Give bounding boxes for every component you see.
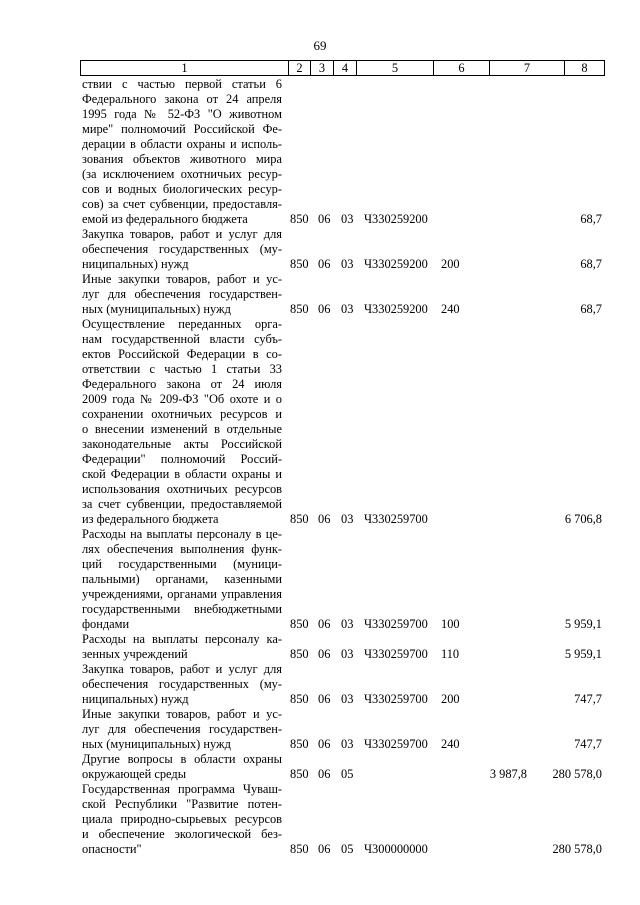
description-line: Иные закупки товаров, работ и ус- xyxy=(82,707,282,721)
table-row xyxy=(0,782,640,857)
cell-c3: 06 xyxy=(318,512,331,526)
cell-c5: Ч330259700 xyxy=(364,737,428,751)
description-line: за счет субвенции, предоставляемой xyxy=(82,497,282,511)
description-line: Расходы на выплаты персоналу ка- xyxy=(82,632,282,646)
cell-c6: 200 xyxy=(441,692,460,706)
description-line: окружающей среды xyxy=(82,767,187,781)
cell-c6: 110 xyxy=(441,647,460,661)
description-line: нам государственной власти субъ- xyxy=(82,332,282,346)
cell-c5: Ч300000000 xyxy=(364,842,428,856)
description-line: Закупка товаров, работ и услуг для xyxy=(82,662,282,676)
cell-c3: 06 xyxy=(318,212,331,226)
cell-c5: Ч330259700 xyxy=(364,647,428,661)
cell-c4: 03 xyxy=(341,512,354,526)
table-row xyxy=(0,752,640,782)
cell-c8: 68,7 xyxy=(580,302,602,316)
description-line: сов и водных биологических ресур- xyxy=(82,182,282,196)
description-line: обеспечения государственных (му- xyxy=(82,677,282,691)
header-col-5: 5 xyxy=(356,61,433,75)
row-description xyxy=(82,227,282,272)
description-line: Закупка товаров, работ и услуг для xyxy=(82,227,282,241)
description-line: Федерального закона от 24 апреля xyxy=(82,92,282,106)
cell-c6: 200 xyxy=(441,257,460,271)
description-line: Федерации" полномочий Россий- xyxy=(82,452,282,466)
table-row xyxy=(0,227,640,272)
table-row xyxy=(0,707,640,752)
cell-c5: Ч330259200 xyxy=(364,212,428,226)
table-row xyxy=(0,527,640,632)
cell-c5: Ч330259700 xyxy=(364,512,428,526)
cell-c4: 03 xyxy=(341,617,354,631)
description-line: Расходы на выплаты персоналу в це- xyxy=(82,527,282,541)
row-description xyxy=(82,752,282,782)
cell-c3: 06 xyxy=(318,842,331,856)
row-description xyxy=(82,527,282,632)
cell-c2: 850 xyxy=(290,842,309,856)
header-col-1: 1 xyxy=(181,61,188,75)
description-line: ниципальных) нужд xyxy=(82,257,189,271)
cell-c2: 850 xyxy=(290,257,309,271)
description-line: ствии с частью первой статьи 6 xyxy=(82,77,282,91)
table-row xyxy=(0,272,640,317)
description-line: и обеспечение экологической без- xyxy=(82,827,282,841)
description-line: Федерального закона от 24 июля xyxy=(82,377,282,391)
description-line: о внесении изменений в отдельные xyxy=(82,422,282,436)
cell-c8: 6 706,8 xyxy=(564,512,602,526)
cell-c2: 850 xyxy=(290,212,309,226)
row-description xyxy=(82,632,282,662)
cell-c3: 06 xyxy=(318,302,331,316)
table-row xyxy=(0,77,640,227)
cell-c5: Ч330259200 xyxy=(364,257,428,271)
header-col-2: 2 xyxy=(288,61,310,75)
cell-c5: Ч330259700 xyxy=(364,617,428,631)
cell-c4: 03 xyxy=(341,212,354,226)
cell-c3: 06 xyxy=(318,692,331,706)
description-line: ской Федерации в области охраны и xyxy=(82,467,282,481)
cell-c4: 05 xyxy=(341,842,354,856)
description-line: из федерального бюджета xyxy=(82,512,219,526)
header-col-4: 4 xyxy=(333,61,356,75)
row-description xyxy=(82,77,282,227)
description-line: Осуществление переданных орга- xyxy=(82,317,282,331)
cell-c8: 280 578,0 xyxy=(552,767,602,781)
description-line: пальными) органами, казенными xyxy=(82,572,282,586)
description-line: ных (муниципальных) нужд xyxy=(82,302,231,316)
cell-c6: 240 xyxy=(441,737,460,751)
cell-c3: 06 xyxy=(318,767,331,781)
description-line: ектов Российской Федерации в со- xyxy=(82,347,282,361)
description-line: луг для обеспечения государствен- xyxy=(82,722,282,736)
description-line: луг для обеспечения государствен- xyxy=(82,287,282,301)
description-line: зенных учреждений xyxy=(82,647,188,661)
cell-c4: 03 xyxy=(341,302,354,316)
row-description xyxy=(82,707,282,752)
cell-c3: 06 xyxy=(318,617,331,631)
row-description xyxy=(82,662,282,707)
cell-c2: 850 xyxy=(290,647,309,661)
cell-c4: 03 xyxy=(341,257,354,271)
description-line: 2009 года № 209-ФЗ "Об охоте и о xyxy=(82,392,282,406)
cell-c8: 68,7 xyxy=(580,257,602,271)
cell-c4: 05 xyxy=(341,767,354,781)
description-line: использования охотничьих ресурсов xyxy=(82,482,282,496)
cell-c3: 06 xyxy=(318,737,331,751)
header-col-8: 8 xyxy=(564,61,604,75)
description-line: ций государственными (муници- xyxy=(82,557,282,571)
row-description xyxy=(82,272,282,317)
header-col-3: 3 xyxy=(310,61,333,75)
table-row xyxy=(0,317,640,527)
header-col-7: 7 xyxy=(489,61,564,75)
description-line: мире" полномочий Российской Фе- xyxy=(82,122,282,136)
cell-c7: 3 987,8 xyxy=(489,767,527,781)
cell-c6: 100 xyxy=(441,617,460,631)
cell-c2: 850 xyxy=(290,737,309,751)
description-line: сов) за счет субвенции, предоставля- xyxy=(82,197,282,211)
table-header xyxy=(80,60,605,76)
cell-c4: 03 xyxy=(341,647,354,661)
description-line: Государственная программа Чуваш- xyxy=(82,782,282,796)
cell-c5: Ч330259200 xyxy=(364,302,428,316)
table-row xyxy=(0,632,640,662)
description-line: Иные закупки товаров, работ и ус- xyxy=(82,272,282,286)
cell-c8: 68,7 xyxy=(580,212,602,226)
cell-c2: 850 xyxy=(290,767,309,781)
description-line: государственными внебюджетными xyxy=(82,602,282,616)
description-line: дерации в области охраны и исполь- xyxy=(82,137,282,151)
cell-c8: 747,7 xyxy=(574,692,602,706)
description-line: циала природно-сырьевых ресурсов xyxy=(82,812,282,826)
description-line: Другие вопросы в области охраны xyxy=(82,752,282,766)
cell-c2: 850 xyxy=(290,512,309,526)
description-line: ных (муниципальных) нужд xyxy=(82,737,231,751)
table-row xyxy=(0,662,640,707)
description-line: ответствии с частью 1 статьи 33 xyxy=(82,362,282,376)
cell-c2: 850 xyxy=(290,692,309,706)
description-line: сохранении охотничьих ресурсов и xyxy=(82,407,282,421)
description-line: фондами xyxy=(82,617,130,631)
description-line: емой из федерального бюджета xyxy=(82,212,248,226)
description-line: (за исключением охотничьих ресур- xyxy=(82,167,282,181)
cell-c4: 03 xyxy=(341,692,354,706)
cell-c4: 03 xyxy=(341,737,354,751)
cell-c8: 280 578,0 xyxy=(552,842,602,856)
description-line: ниципальных) нужд xyxy=(82,692,189,706)
cell-c8: 5 959,1 xyxy=(564,647,602,661)
description-line: 1995 года № 52-ФЗ "О животном xyxy=(82,107,282,121)
description-line: опасности" xyxy=(82,842,142,856)
cell-c3: 06 xyxy=(318,647,331,661)
cell-c2: 850 xyxy=(290,302,309,316)
cell-c5: Ч330259700 xyxy=(364,692,428,706)
row-description xyxy=(82,317,282,527)
description-line: зования объектов животного мира xyxy=(82,152,282,166)
description-line: обеспечения государственных (му- xyxy=(82,242,282,256)
description-line: учреждениями, органами управления xyxy=(82,587,282,601)
description-line: законодательные акты Российской xyxy=(82,437,282,451)
cell-c8: 5 959,1 xyxy=(564,617,602,631)
cell-c8: 747,7 xyxy=(574,737,602,751)
cell-c6: 240 xyxy=(441,302,460,316)
description-line: ской Республики "Развитие потен- xyxy=(82,797,282,811)
page-number: 69 xyxy=(313,38,327,53)
cell-c2: 850 xyxy=(290,617,309,631)
row-description xyxy=(82,782,282,857)
cell-c3: 06 xyxy=(318,257,331,271)
header-col-6: 6 xyxy=(433,61,489,75)
description-line: лях обеспечения выполнения функ- xyxy=(82,542,282,556)
